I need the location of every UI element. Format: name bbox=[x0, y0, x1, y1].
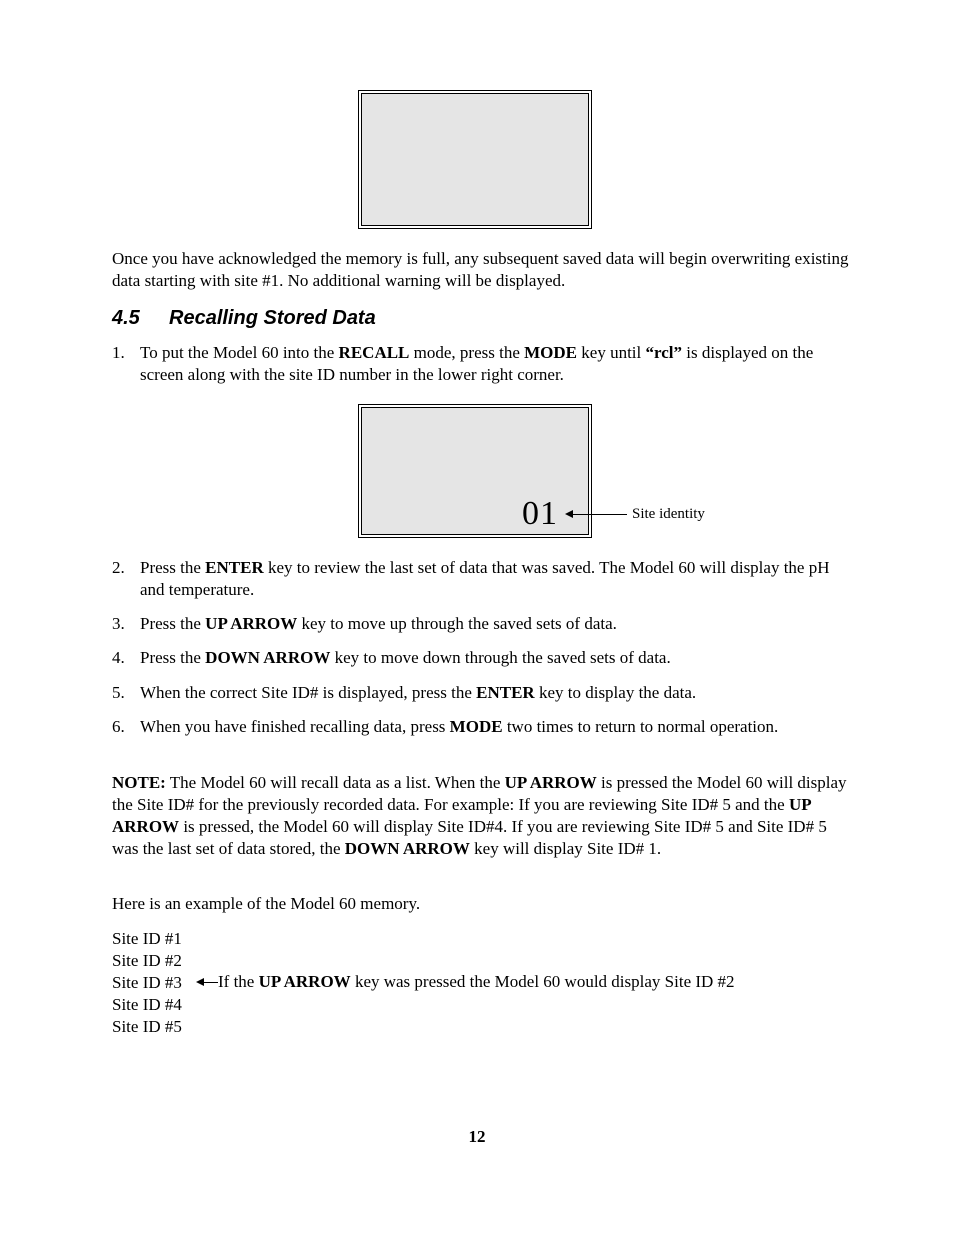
step-text bbox=[140, 716, 852, 738]
example-intro: Here is an example of the Model 60 memory. bbox=[112, 894, 421, 913]
bold-text: ENTER bbox=[205, 558, 264, 577]
site-id-label: Site ID #3 bbox=[112, 973, 182, 992]
bold-text: DOWN ARROW bbox=[344, 839, 470, 858]
text-run: Press the bbox=[140, 614, 206, 633]
step-item bbox=[112, 716, 852, 738]
bold-text: UP ARROW bbox=[205, 614, 298, 633]
bold-text: UP ARROW bbox=[112, 795, 811, 836]
text-run: is pressed, the Model 60 will display Site ID#4. If you are reviewing Site ID# 5 and Site ID# 5 was the last set of data stored, the bbox=[112, 817, 827, 858]
step-item bbox=[112, 557, 852, 601]
step-number: 5. bbox=[112, 683, 125, 702]
lcd-screen bbox=[361, 407, 589, 535]
text-run: key to move down through the saved sets of data. bbox=[330, 648, 671, 667]
text-run: To put the Model 60 into the bbox=[140, 343, 339, 362]
text-run: key to move up through the saved sets of data. bbox=[297, 614, 617, 633]
text-run: When the correct Site ID# is displayed, press the bbox=[140, 683, 477, 702]
step-text bbox=[140, 557, 852, 601]
text-run: two times to return to normal operation. bbox=[502, 717, 779, 736]
step-number: 1. bbox=[112, 343, 125, 362]
site-id-item: Site ID #2 bbox=[112, 951, 182, 970]
bold-text: UP ARROW bbox=[258, 972, 351, 991]
text-run: key until bbox=[577, 343, 646, 362]
step-text bbox=[140, 613, 852, 635]
text-run: key to display the data. bbox=[534, 683, 697, 702]
text-run: If the bbox=[218, 972, 259, 991]
step-text bbox=[140, 682, 852, 704]
step-text bbox=[140, 647, 852, 669]
callout-line bbox=[570, 514, 627, 515]
text-run: Press the bbox=[140, 648, 206, 667]
section-heading bbox=[112, 307, 376, 330]
site-id-item bbox=[112, 972, 182, 994]
lcd-screen bbox=[361, 93, 589, 226]
step-number: 6. bbox=[112, 717, 125, 736]
text-run: key will display Site ID# 1. bbox=[469, 839, 662, 858]
site-id-item: Site ID #5 bbox=[112, 1017, 182, 1036]
bold-text: NOTE: bbox=[112, 773, 166, 792]
bold-text: UP ARROW bbox=[504, 773, 597, 792]
lcd-display-memory-full bbox=[358, 90, 592, 229]
section-title: Recalling Stored Data bbox=[169, 307, 376, 329]
text-run: key was pressed the Model 60 would display Site ID #2 bbox=[350, 972, 735, 991]
bold-text: “rcl” bbox=[645, 343, 683, 362]
site-annotation bbox=[218, 971, 858, 993]
site-identity-label: Site identity bbox=[632, 506, 705, 522]
text-run: When you have finished recalling data, press bbox=[140, 717, 450, 736]
step-text bbox=[140, 342, 852, 386]
lcd-display-recall bbox=[358, 404, 592, 538]
note-paragraph bbox=[112, 772, 852, 860]
step-item bbox=[112, 647, 852, 669]
text-run: Press the bbox=[140, 558, 206, 577]
intro-paragraph: Once you have acknowledged the memory is full, any subsequent saved data will begin overwriting existing data starting with site #1. No additional warning will be displayed. bbox=[112, 249, 849, 290]
site-id-item: Site ID #1 bbox=[112, 929, 182, 948]
text-run: The Model 60 will recall data as a list. When the bbox=[165, 773, 505, 792]
step-number: 4. bbox=[112, 648, 125, 667]
step-item bbox=[112, 342, 852, 386]
site-id-list bbox=[112, 928, 182, 1038]
text-run: is displayed on the screen along with the site ID number in the lower right corner. bbox=[140, 343, 814, 384]
bold-text: DOWN ARROW bbox=[205, 648, 331, 667]
step-number: 2. bbox=[112, 558, 125, 577]
text-run: mode, press the bbox=[409, 343, 525, 362]
bold-text: RECALL bbox=[338, 343, 410, 362]
section-number: 4.5 bbox=[112, 307, 140, 329]
step-item bbox=[112, 682, 852, 704]
bold-text: ENTER bbox=[476, 683, 535, 702]
bold-text: MODE bbox=[449, 717, 503, 736]
text-run: key to review the last set of data that was saved. The Model 60 will display the pH and temperature. bbox=[140, 558, 830, 599]
bold-text: MODE bbox=[524, 343, 578, 362]
annotation-line bbox=[201, 982, 218, 983]
site-id-digits: 01 bbox=[522, 495, 558, 532]
step-item bbox=[112, 613, 852, 635]
page-number: 12 bbox=[468, 1127, 486, 1146]
site-id-item: Site ID #4 bbox=[112, 995, 182, 1014]
text-run: is pressed the Model 60 will display the Site ID# for the previously recorded data. For example: If you are reviewing Site ID# 5 and the bbox=[112, 773, 847, 814]
step-number: 3. bbox=[112, 614, 125, 633]
